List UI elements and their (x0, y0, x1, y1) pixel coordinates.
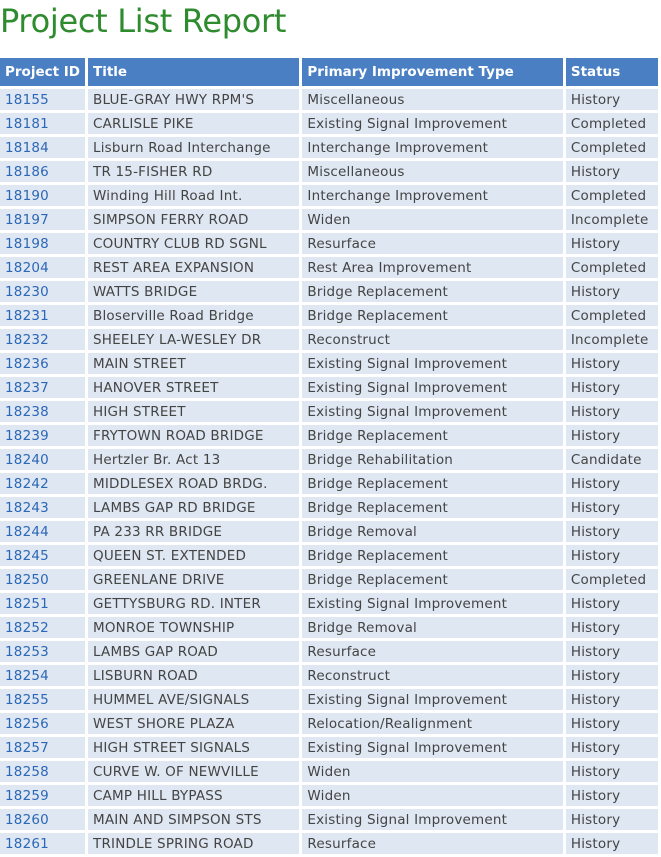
project-title-cell: QUEEN ST. EXTENDED (88, 545, 299, 566)
improvement-type-cell: Bridge Replacement (302, 545, 562, 566)
project-id-link[interactable]: 18257 (0, 737, 85, 758)
project-title-cell: CAMP HILL BYPASS (88, 785, 299, 806)
table-row (0, 833, 658, 854)
table-row (0, 737, 658, 758)
project-title-cell: LISBURN ROAD (88, 665, 299, 686)
project-id-link[interactable]: 18155 (0, 89, 85, 110)
status-cell: History (566, 161, 658, 182)
table-row (0, 185, 658, 206)
improvement-type-cell: Relocation/Realignment (302, 713, 562, 734)
project-title-cell: Bloserville Road Bridge (88, 305, 299, 326)
status-cell: History (566, 833, 658, 854)
column-header-improvement-type[interactable]: Primary Improvement Type (302, 58, 562, 86)
table-row (0, 281, 658, 302)
project-title-cell: Lisburn Road Interchange (88, 137, 299, 158)
project-id-link[interactable]: 18254 (0, 665, 85, 686)
status-cell: History (566, 641, 658, 662)
status-cell: History (566, 545, 658, 566)
improvement-type-cell: Rest Area Improvement (302, 257, 562, 278)
table-row (0, 617, 658, 638)
improvement-type-cell: Interchange Improvement (302, 137, 562, 158)
project-id-link[interactable]: 18256 (0, 713, 85, 734)
status-cell: History (566, 809, 658, 830)
improvement-type-cell: Bridge Rehabilitation (302, 449, 562, 470)
table-row (0, 137, 658, 158)
project-id-link[interactable]: 18239 (0, 425, 85, 446)
improvement-type-cell: Miscellaneous (302, 89, 562, 110)
table-row (0, 89, 658, 110)
project-title-cell: Winding Hill Road Int. (88, 185, 299, 206)
project-id-link[interactable]: 18251 (0, 593, 85, 614)
improvement-type-cell: Reconstruct (302, 329, 562, 350)
status-cell: History (566, 785, 658, 806)
status-cell: Completed (566, 185, 658, 206)
project-id-link[interactable]: 18259 (0, 785, 85, 806)
improvement-type-cell: Existing Signal Improvement (302, 809, 562, 830)
improvement-type-cell: Existing Signal Improvement (302, 377, 562, 398)
project-title-cell: CURVE W. OF NEWVILLE (88, 761, 299, 782)
improvement-type-cell: Bridge Replacement (302, 305, 562, 326)
status-cell: Completed (566, 569, 658, 590)
table-row (0, 809, 658, 830)
column-header-status[interactable]: Status (566, 58, 658, 86)
project-id-link[interactable]: 18198 (0, 233, 85, 254)
improvement-type-cell: Existing Signal Improvement (302, 593, 562, 614)
project-title-cell: MAIN AND SIMPSON STS (88, 809, 299, 830)
table-row (0, 161, 658, 182)
table-row (0, 545, 658, 566)
table-row (0, 425, 658, 446)
project-title-cell: GETTYSBURG RD. INTER (88, 593, 299, 614)
improvement-type-cell: Bridge Replacement (302, 497, 562, 518)
table-row (0, 401, 658, 422)
project-title-cell: TR 15-FISHER RD (88, 161, 299, 182)
project-id-link[interactable]: 18232 (0, 329, 85, 350)
project-title-cell: MIDDLESEX ROAD BRDG. (88, 473, 299, 494)
status-cell: History (566, 713, 658, 734)
status-cell: History (566, 497, 658, 518)
improvement-type-cell: Bridge Replacement (302, 473, 562, 494)
project-id-link[interactable]: 18253 (0, 641, 85, 662)
project-id-link[interactable]: 18181 (0, 113, 85, 134)
project-id-link[interactable]: 18190 (0, 185, 85, 206)
project-id-link[interactable]: 18242 (0, 473, 85, 494)
table-row (0, 641, 658, 662)
project-id-link[interactable]: 18236 (0, 353, 85, 374)
table-row (0, 353, 658, 374)
project-id-link[interactable]: 18243 (0, 497, 85, 518)
status-cell: History (566, 233, 658, 254)
table-row (0, 521, 658, 542)
project-title-cell: REST AREA EXPANSION (88, 257, 299, 278)
project-title-cell: LAMBS GAP ROAD (88, 641, 299, 662)
project-title-cell: MAIN STREET (88, 353, 299, 374)
project-title-cell: Hertzler Br. Act 13 (88, 449, 299, 470)
improvement-type-cell: Existing Signal Improvement (302, 689, 562, 710)
status-cell: History (566, 425, 658, 446)
column-header-project-id[interactable]: Project ID (0, 58, 85, 86)
status-cell: History (566, 377, 658, 398)
status-cell: History (566, 473, 658, 494)
project-title-cell: HIGH STREET (88, 401, 299, 422)
project-id-link[interactable]: 18231 (0, 305, 85, 326)
project-title-cell: GREENLANE DRIVE (88, 569, 299, 590)
improvement-type-cell: Widen (302, 785, 562, 806)
project-title-cell: SHEELEY LA-WESLEY DR (88, 329, 299, 350)
project-id-link[interactable]: 18238 (0, 401, 85, 422)
status-cell: History (566, 401, 658, 422)
project-id-link[interactable]: 18252 (0, 617, 85, 638)
project-title-cell: MONROE TOWNSHIP (88, 617, 299, 638)
improvement-type-cell: Bridge Replacement (302, 425, 562, 446)
project-title-cell: LAMBS GAP RD BRIDGE (88, 497, 299, 518)
status-cell: History (566, 689, 658, 710)
improvement-type-cell: Bridge Removal (302, 617, 562, 638)
project-id-link[interactable]: 18258 (0, 761, 85, 782)
status-cell: History (566, 593, 658, 614)
table-row (0, 569, 658, 590)
table-header-row (0, 58, 658, 86)
table-row (0, 761, 658, 782)
project-title-cell: COUNTRY CLUB RD SGNL (88, 233, 299, 254)
table-body (0, 89, 658, 854)
improvement-type-cell: Widen (302, 761, 562, 782)
project-id-link[interactable]: 18250 (0, 569, 85, 590)
project-id-link[interactable]: 18186 (0, 161, 85, 182)
project-id-link[interactable]: 18204 (0, 257, 85, 278)
table-row (0, 497, 658, 518)
improvement-type-cell: Miscellaneous (302, 161, 562, 182)
project-id-link[interactable]: 18245 (0, 545, 85, 566)
improvement-type-cell: Widen (302, 209, 562, 230)
improvement-type-cell: Resurface (302, 833, 562, 854)
page-title: Project List Report (0, 2, 287, 40)
table-row (0, 113, 658, 134)
project-title-cell: PA 233 RR BRIDGE (88, 521, 299, 542)
status-cell: Candidate (566, 449, 658, 470)
status-cell: History (566, 521, 658, 542)
table-row (0, 689, 658, 710)
improvement-type-cell: Reconstruct (302, 665, 562, 686)
project-title-cell: CARLISLE PIKE (88, 113, 299, 134)
status-cell: Incomplete (566, 329, 658, 350)
improvement-type-cell: Resurface (302, 233, 562, 254)
project-title-cell: BLUE-GRAY HWY RPM'S (88, 89, 299, 110)
improvement-type-cell: Existing Signal Improvement (302, 113, 562, 134)
project-id-link[interactable]: 18184 (0, 137, 85, 158)
improvement-type-cell: Bridge Replacement (302, 281, 562, 302)
status-cell: History (566, 353, 658, 374)
project-title-cell: FRYTOWN ROAD BRIDGE (88, 425, 299, 446)
column-header-title[interactable]: Title (88, 58, 299, 86)
project-id-link[interactable]: 18197 (0, 209, 85, 230)
table-row (0, 593, 658, 614)
table-row (0, 209, 658, 230)
table-row (0, 449, 658, 470)
improvement-type-cell: Interchange Improvement (302, 185, 562, 206)
project-title-cell: TRINDLE SPRING ROAD (88, 833, 299, 854)
project-title-cell: WEST SHORE PLAZA (88, 713, 299, 734)
improvement-type-cell: Existing Signal Improvement (302, 353, 562, 374)
status-cell: Completed (566, 113, 658, 134)
improvement-type-cell: Resurface (302, 641, 562, 662)
improvement-type-cell: Bridge Removal (302, 521, 562, 542)
status-cell: Incomplete (566, 209, 658, 230)
project-title-cell: WATTS BRIDGE (88, 281, 299, 302)
table-row (0, 377, 658, 398)
project-id-link[interactable]: 18237 (0, 377, 85, 398)
project-list-table (0, 55, 661, 857)
project-id-link[interactable]: 18260 (0, 809, 85, 830)
project-title-cell: HANOVER STREET (88, 377, 299, 398)
table-row (0, 665, 658, 686)
project-id-link[interactable]: 18244 (0, 521, 85, 542)
status-cell: History (566, 281, 658, 302)
improvement-type-cell: Bridge Replacement (302, 569, 562, 590)
table-row (0, 257, 658, 278)
status-cell: Completed (566, 257, 658, 278)
project-id-link[interactable]: 18240 (0, 449, 85, 470)
table-row (0, 785, 658, 806)
improvement-type-cell: Existing Signal Improvement (302, 401, 562, 422)
project-title-cell: HIGH STREET SIGNALS (88, 737, 299, 758)
project-title-cell: HUMMEL AVE/SIGNALS (88, 689, 299, 710)
status-cell: Completed (566, 137, 658, 158)
table-row (0, 329, 658, 350)
status-cell: History (566, 89, 658, 110)
table-row (0, 713, 658, 734)
project-id-link[interactable]: 18255 (0, 689, 85, 710)
status-cell: History (566, 665, 658, 686)
status-cell: History (566, 737, 658, 758)
project-id-link[interactable]: 18230 (0, 281, 85, 302)
table-row (0, 473, 658, 494)
project-id-link[interactable]: 18261 (0, 833, 85, 854)
status-cell: History (566, 617, 658, 638)
status-cell: History (566, 761, 658, 782)
status-cell: Completed (566, 305, 658, 326)
table-row (0, 305, 658, 326)
project-title-cell: SIMPSON FERRY ROAD (88, 209, 299, 230)
table-row (0, 233, 658, 254)
improvement-type-cell: Existing Signal Improvement (302, 737, 562, 758)
